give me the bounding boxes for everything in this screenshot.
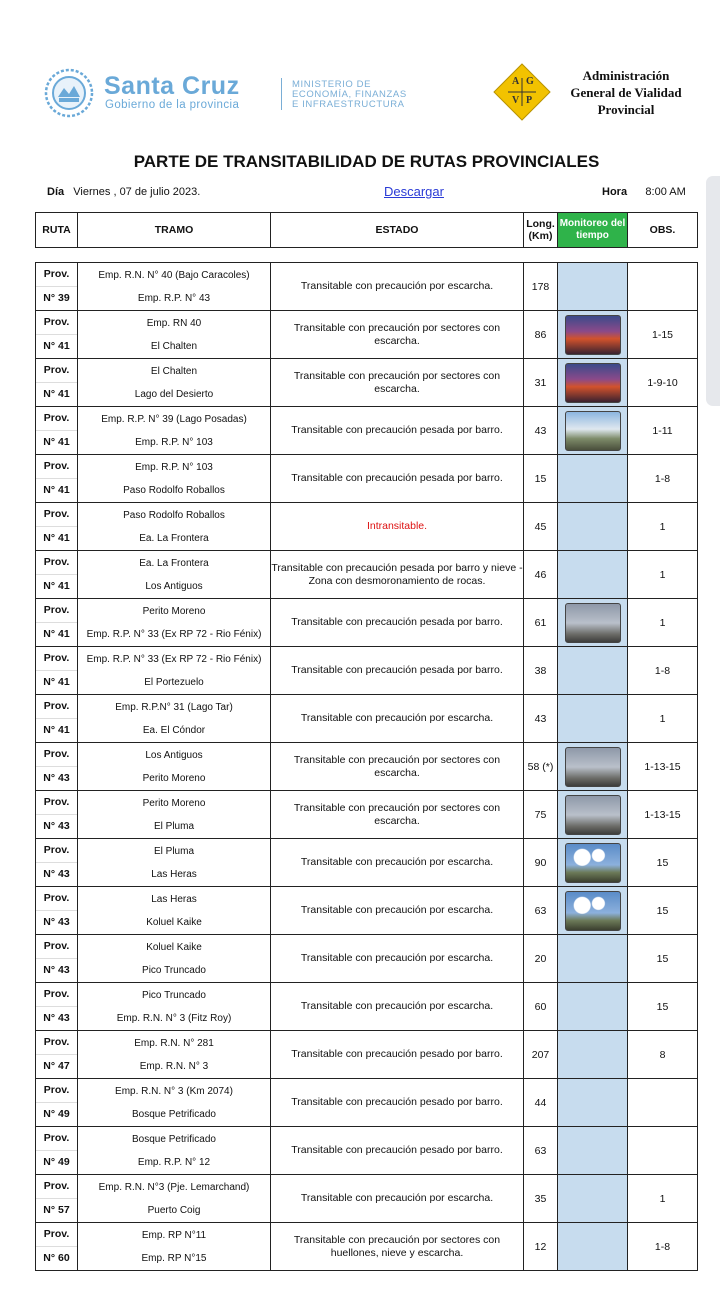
observations-cell: 1-13-15 — [628, 791, 698, 839]
observations-cell: 1-8 — [628, 1223, 698, 1271]
section-to: Perito Moreno — [142, 772, 206, 784]
length-cell: 38 — [524, 647, 558, 695]
section-from: El Chalten — [150, 365, 198, 377]
weather-monitor-cell — [558, 311, 628, 359]
route-prefix: Prov. — [43, 1132, 70, 1144]
table-row — [36, 455, 698, 503]
scrollbar[interactable] — [706, 176, 720, 406]
section-from: Emp. RP N°11 — [141, 1229, 207, 1241]
route-cell — [36, 455, 78, 503]
status-cell: Transitable con precaución por sectores con escarcha. — [271, 743, 524, 791]
weather-monitor-cell — [558, 503, 628, 551]
section-from: Los Antiguos — [145, 749, 203, 761]
table-row — [36, 407, 698, 455]
weather-camera-thumbnail[interactable] — [565, 363, 621, 403]
section-cell — [78, 791, 271, 839]
weather-camera-thumbnail[interactable] — [565, 315, 621, 355]
observations-cell: 1 — [628, 551, 698, 599]
table-row — [36, 743, 698, 791]
length-cell: 15 — [524, 455, 558, 503]
report-time: 8:00 AM — [645, 186, 686, 198]
route-cell — [36, 407, 78, 455]
length-cell: 44 — [524, 1079, 558, 1127]
route-number: N° 41 — [36, 670, 77, 694]
route-number: N° 57 — [36, 1198, 77, 1222]
status-cell: Transitable con precaución pesada por barro. — [271, 599, 524, 647]
status-cell: Transitable con precaución por escarcha. — [271, 695, 524, 743]
table-row — [36, 983, 698, 1031]
status-cell: Transitable con precaución por escarcha. — [271, 1175, 524, 1223]
observations-cell: 1 — [628, 599, 698, 647]
section-cell — [78, 1127, 271, 1175]
report-date: Viernes , 07 de julio 2023. — [73, 186, 201, 198]
observations-cell: 1-15 — [628, 311, 698, 359]
agvp-letter: G — [526, 76, 534, 87]
table-row — [36, 503, 698, 551]
agvp-letter: V — [512, 95, 520, 106]
section-to: Emp. R.P. N° 12 — [137, 1156, 211, 1168]
status-cell: Transitable con precaución por escarcha. — [271, 839, 524, 887]
status-cell: Transitable con precaución por sectores con escarcha. — [271, 311, 524, 359]
weather-camera-thumbnail[interactable] — [565, 795, 621, 835]
section-cell — [78, 599, 271, 647]
table-row — [36, 935, 698, 983]
route-prefix: Prov. — [43, 796, 70, 808]
section-cell — [78, 1175, 271, 1223]
status-cell: Transitable con precaución por sectores con huellones, nieve y escarcha. — [271, 1223, 524, 1271]
section-from: Ea. La Frontera — [139, 557, 209, 569]
route-number: N° 60 — [36, 1246, 77, 1270]
weather-monitor-cell — [558, 263, 628, 311]
section-to: Koluel Kaike — [146, 916, 202, 928]
section-from: El Pluma — [153, 845, 194, 857]
route-cell — [36, 935, 78, 983]
route-cell — [36, 311, 78, 359]
routes-table-body — [36, 263, 698, 1271]
observations-cell — [628, 1127, 698, 1175]
length-cell: 46 — [524, 551, 558, 599]
route-cell — [36, 263, 78, 311]
length-cell: 31 — [524, 359, 558, 407]
section-cell — [78, 359, 271, 407]
table-row — [36, 359, 698, 407]
ministry-line: MINISTERIO DE — [292, 79, 372, 90]
length-cell: 178 — [524, 263, 558, 311]
route-cell — [36, 1127, 78, 1175]
column-header-long — [524, 213, 558, 248]
observations-cell: 15 — [628, 839, 698, 887]
length-cell: 43 — [524, 695, 558, 743]
route-prefix: Prov. — [43, 556, 70, 568]
section-to: El Portezuelo — [144, 676, 204, 688]
section-cell — [78, 311, 271, 359]
section-to: Emp. RP N°15 — [141, 1252, 207, 1264]
route-number: N° 41 — [36, 718, 77, 742]
weather-camera-thumbnail[interactable] — [565, 603, 621, 643]
santa-cruz-emblem-icon — [44, 68, 94, 118]
route-prefix: Prov. — [43, 268, 70, 280]
route-prefix: Prov. — [43, 412, 70, 424]
report-title: PARTE DE TRANSITABILIDAD DE RUTAS PROVINCIALES — [133, 152, 600, 171]
weather-monitor-cell — [558, 983, 628, 1031]
route-cell — [36, 887, 78, 935]
length-cell: 43 — [524, 407, 558, 455]
status-cell: Transitable con precaución pesada por barro y nieve - Zona con desmoronamiento de rocas. — [271, 551, 524, 599]
column-header-estado: ESTADO — [271, 213, 524, 248]
section-cell — [78, 455, 271, 503]
weather-camera-thumbnail[interactable] — [565, 411, 621, 451]
section-from: Paso Rodolfo Roballos — [123, 509, 225, 521]
section-from: Emp. R.P. N° 103 — [135, 461, 213, 473]
observations-cell: 1-8 — [628, 455, 698, 503]
route-number: N° 47 — [36, 1054, 77, 1078]
route-number: N° 41 — [36, 526, 77, 550]
route-cell — [36, 359, 78, 407]
route-cell — [36, 743, 78, 791]
route-cell — [36, 1223, 78, 1271]
length-cell: 86 — [524, 311, 558, 359]
length-cell: 45 — [524, 503, 558, 551]
weather-camera-thumbnail[interactable] — [565, 843, 621, 883]
weather-camera-thumbnail[interactable] — [565, 891, 621, 931]
section-to: Las Heras — [151, 868, 197, 880]
route-prefix: Prov. — [43, 1228, 70, 1240]
section-from: Emp. R.N. N° 281 — [134, 1037, 214, 1049]
time-label: Hora — [602, 186, 628, 198]
agvp-logo — [492, 62, 552, 122]
observations-cell: 15 — [628, 887, 698, 935]
length-cell: 12 — [524, 1223, 558, 1271]
status-cell: Transitable con precaución por escarcha. — [271, 983, 524, 1031]
page-header — [0, 0, 720, 140]
route-prefix: Prov. — [43, 844, 70, 856]
route-prefix: Prov. — [43, 604, 70, 616]
section-from: Emp. R.N. N° 40 (Bajo Caracoles) — [98, 269, 250, 281]
province-subtitle: Gobierno de la provincia — [105, 99, 240, 111]
route-cell — [36, 983, 78, 1031]
section-to: Ea. La Frontera — [139, 532, 209, 544]
length-cell: 60 — [524, 983, 558, 1031]
weather-monitor-cell — [558, 1031, 628, 1079]
route-number: N° 43 — [36, 862, 77, 886]
route-prefix: Prov. — [43, 1180, 70, 1192]
weather-monitor-cell — [558, 1079, 628, 1127]
route-cell — [36, 695, 78, 743]
administration-name — [556, 67, 696, 118]
route-cell — [36, 503, 78, 551]
section-from: Emp. R.N. N°3 (Pje. Lemarchand) — [98, 1181, 250, 1193]
weather-monitor-cell — [558, 695, 628, 743]
section-cell — [78, 1031, 271, 1079]
section-to: Ea. El Cóndor — [142, 724, 206, 736]
column-header-ruta: RUTA — [36, 213, 78, 248]
observations-cell: 1 — [628, 503, 698, 551]
weather-monitor-cell — [558, 791, 628, 839]
weather-monitor-cell — [558, 1175, 628, 1223]
section-cell — [78, 551, 271, 599]
date-line — [47, 186, 200, 198]
section-to: El Pluma — [153, 820, 194, 832]
observations-cell: 1 — [628, 1175, 698, 1223]
column-header-monitor-line: tiempo — [576, 230, 609, 241]
observations-cell: 1 — [628, 695, 698, 743]
status-cell: Transitable con precaución pesada por barro. — [271, 407, 524, 455]
admin-line: General de Vialidad — [570, 85, 682, 100]
length-cell: 35 — [524, 1175, 558, 1223]
route-cell — [36, 551, 78, 599]
route-prefix: Prov. — [43, 892, 70, 904]
column-header-monitor — [558, 213, 628, 248]
section-from: Emp. R.P.N° 31 (Lago Tar) — [115, 701, 233, 713]
column-header-monitor-line: Monitoreo del — [559, 218, 626, 229]
column-header-long-line: Long. — [526, 218, 555, 230]
observations-cell — [628, 1079, 698, 1127]
route-number: N° 41 — [36, 430, 77, 454]
section-cell — [78, 839, 271, 887]
section-from: Perito Moreno — [142, 797, 206, 809]
table-row — [36, 263, 698, 311]
route-prefix: Prov. — [43, 508, 70, 520]
route-number: N° 43 — [36, 766, 77, 790]
time-line — [602, 186, 686, 198]
route-number: N° 49 — [36, 1150, 77, 1174]
agvp-letter: A — [512, 76, 520, 87]
province-name: Santa Cruz — [104, 72, 240, 100]
length-cell: 207 — [524, 1031, 558, 1079]
length-cell: 75 — [524, 791, 558, 839]
table-row — [36, 1175, 698, 1223]
route-prefix: Prov. — [43, 1036, 70, 1048]
section-to: Emp. R.P. N° 43 — [137, 292, 211, 304]
route-number: N° 41 — [36, 574, 77, 598]
status-cell: Transitable con precaución por escarcha. — [271, 887, 524, 935]
download-link[interactable]: Descargar — [384, 184, 444, 199]
column-header-obs: OBS. — [628, 213, 698, 248]
route-prefix: Prov. — [43, 700, 70, 712]
section-cell — [78, 503, 271, 551]
section-to: Emp. R.P. N° 33 (Ex RP 72 - Rio Fénix) — [86, 628, 262, 640]
section-cell — [78, 407, 271, 455]
weather-monitor-cell — [558, 1223, 628, 1271]
ministry-line: E INFRAESTRUCTURA — [292, 99, 405, 110]
route-prefix: Prov. — [43, 1084, 70, 1096]
route-cell — [36, 647, 78, 695]
route-cell — [36, 791, 78, 839]
section-to: Los Antiguos — [145, 580, 203, 592]
admin-line: Administración — [582, 68, 670, 83]
section-cell — [78, 263, 271, 311]
route-prefix: Prov. — [43, 748, 70, 760]
routes-table — [35, 262, 698, 1271]
route-prefix: Prov. — [43, 652, 70, 664]
section-cell — [78, 1223, 271, 1271]
section-from: Emp. RN 40 — [146, 317, 202, 329]
weather-monitor-cell — [558, 359, 628, 407]
observations-cell: 15 — [628, 935, 698, 983]
section-to: Emp. R.P. N° 103 — [135, 436, 213, 448]
section-to: Pico Truncado — [142, 964, 206, 976]
column-header-tramo: TRAMO — [78, 213, 271, 248]
route-number: N° 43 — [36, 910, 77, 934]
weather-camera-thumbnail[interactable] — [565, 747, 621, 787]
column-header-long-line: (Km) — [528, 230, 553, 242]
table-row — [36, 887, 698, 935]
table-row — [36, 1223, 698, 1271]
route-cell — [36, 599, 78, 647]
route-number: N° 41 — [36, 622, 77, 646]
section-to: Bosque Petrificado — [132, 1108, 216, 1120]
section-from: Koluel Kaike — [146, 941, 202, 953]
status-cell: Intransitable. — [271, 503, 524, 551]
section-cell — [78, 647, 271, 695]
length-cell: 63 — [524, 1127, 558, 1175]
route-number: N° 41 — [36, 478, 77, 502]
table-row — [36, 839, 698, 887]
admin-line: Provincial — [597, 102, 655, 117]
section-to: Emp. R.N. N° 3 (Fitz Roy) — [116, 1012, 232, 1024]
observations-cell: 1-11 — [628, 407, 698, 455]
section-cell — [78, 1079, 271, 1127]
length-cell: 90 — [524, 839, 558, 887]
section-to: Paso Rodolfo Roballos — [123, 484, 225, 496]
observations-cell: 15 — [628, 983, 698, 1031]
agvp-diamond-icon — [492, 62, 552, 122]
observations-cell: 1-13-15 — [628, 743, 698, 791]
table-row — [36, 695, 698, 743]
section-cell — [78, 983, 271, 1031]
section-from: Emp. R.P. N° 33 (Ex RP 72 - Rio Fénix) — [86, 653, 262, 665]
table-row — [36, 311, 698, 359]
table-row — [36, 647, 698, 695]
section-from: Emp. R.P. N° 39 (Lago Posadas) — [101, 413, 247, 425]
table-row — [36, 1079, 698, 1127]
route-number: N° 43 — [36, 958, 77, 982]
section-from: Pico Truncado — [142, 989, 206, 1001]
route-prefix: Prov. — [43, 988, 70, 1000]
observations-cell: 1-9-10 — [628, 359, 698, 407]
length-cell: 58 (*) — [524, 743, 558, 791]
weather-monitor-cell — [558, 647, 628, 695]
section-from: Perito Moreno — [142, 605, 206, 617]
length-cell: 61 — [524, 599, 558, 647]
route-number: N° 43 — [36, 1006, 77, 1030]
status-cell: Transitable con precaución por sectores con escarcha. — [271, 791, 524, 839]
section-to: Emp. R.N. N° 3 — [139, 1060, 209, 1072]
length-cell: 63 — [524, 887, 558, 935]
weather-monitor-cell — [558, 743, 628, 791]
table-row — [36, 1127, 698, 1175]
ministry-line: ECONOMÍA, FINANZAS — [292, 89, 407, 100]
route-number: N° 39 — [36, 286, 77, 310]
status-cell: Transitable con precaución pesado por barro. — [271, 1127, 524, 1175]
weather-monitor-cell — [558, 599, 628, 647]
agvp-letter: P — [526, 95, 533, 106]
section-from: Emp. R.N. N° 3 (Km 2074) — [115, 1085, 233, 1097]
status-cell: Transitable con precaución por escarcha. — [271, 935, 524, 983]
table-row — [36, 791, 698, 839]
section-to: Lago del Desierto — [134, 388, 214, 400]
weather-monitor-cell — [558, 887, 628, 935]
route-prefix: Prov. — [43, 316, 70, 328]
weather-monitor-cell — [558, 551, 628, 599]
day-label: Día — [47, 186, 65, 198]
table-row — [36, 599, 698, 647]
section-to: Puerto Coig — [147, 1204, 201, 1216]
route-number: N° 49 — [36, 1102, 77, 1126]
table-header — [35, 212, 698, 248]
weather-monitor-cell — [558, 407, 628, 455]
observations-cell: 8 — [628, 1031, 698, 1079]
route-prefix: Prov. — [43, 364, 70, 376]
table-row — [36, 551, 698, 599]
route-prefix: Prov. — [43, 460, 70, 472]
weather-monitor-cell — [558, 455, 628, 503]
ministry-name — [292, 80, 407, 110]
weather-monitor-cell — [558, 935, 628, 983]
length-cell: 20 — [524, 935, 558, 983]
weather-monitor-cell — [558, 839, 628, 887]
section-cell — [78, 695, 271, 743]
table-row — [36, 1031, 698, 1079]
header-divider — [281, 78, 282, 110]
section-cell — [78, 743, 271, 791]
observations-cell: 1-8 — [628, 647, 698, 695]
section-cell — [78, 887, 271, 935]
status-cell: Transitable con precaución pesada por barro. — [271, 455, 524, 503]
observations-cell — [628, 263, 698, 311]
route-cell — [36, 1175, 78, 1223]
section-from: Las Heras — [151, 893, 197, 905]
route-cell — [36, 1079, 78, 1127]
section-from: Bosque Petrificado — [132, 1133, 216, 1145]
status-cell: Transitable con precaución por sectores con escarcha. — [271, 359, 524, 407]
section-to: El Chalten — [150, 340, 198, 352]
route-prefix: Prov. — [43, 940, 70, 952]
route-number: N° 41 — [36, 382, 77, 406]
status-cell: Transitable con precaución pesado por barro. — [271, 1079, 524, 1127]
status-cell: Transitable con precaución pesada por barro. — [271, 647, 524, 695]
route-number: N° 41 — [36, 334, 77, 358]
route-cell — [36, 1031, 78, 1079]
route-number: N° 43 — [36, 814, 77, 838]
route-cell — [36, 839, 78, 887]
status-cell: Transitable con precaución por escarcha. — [271, 263, 524, 311]
weather-monitor-cell — [558, 1127, 628, 1175]
status-cell: Transitable con precaución pesado por barro. — [271, 1031, 524, 1079]
section-cell — [78, 935, 271, 983]
